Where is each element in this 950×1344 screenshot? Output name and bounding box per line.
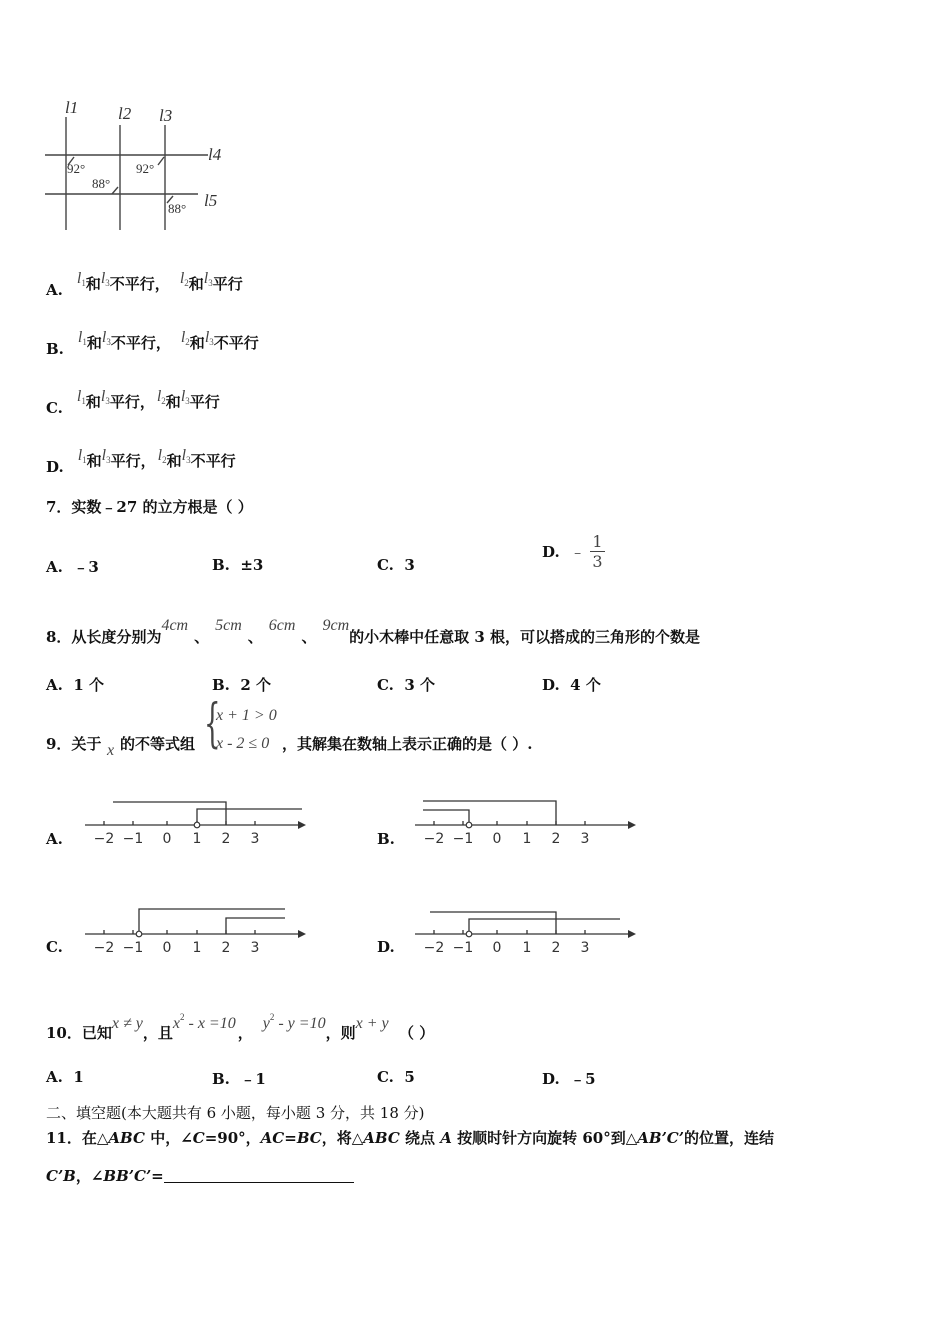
line-label: l5: [204, 191, 218, 210]
tick-label: 1: [192, 940, 202, 956]
angle-label: 92°: [136, 161, 155, 176]
tick-label: −2: [423, 940, 445, 956]
number-line-b: [410, 798, 640, 848]
q6-option-c: $C.l_1$和$l_3$平行， $l_2$和$l_3$平行: [46, 388, 220, 417]
tick-label: −2: [93, 940, 115, 956]
question-9-prefix: 9．关于: [46, 735, 102, 753]
number-line-a: [80, 798, 310, 848]
q8-option-b: B. 2 个: [212, 676, 272, 694]
parallel-lines-figure: [40, 95, 240, 235]
angle-label: 92°: [67, 161, 86, 176]
question-8: 8．从长度分别为4cm、5cm、6cm、9cm的小木棒中任意取 3 根，可以搭成的三角形的个数是: [46, 617, 701, 646]
tick-label: 2: [551, 940, 561, 956]
tick-label: 1: [192, 831, 202, 847]
tick-label: 3: [580, 831, 590, 847]
tick-label: 3: [580, 940, 590, 956]
q9-option-b-label: B.: [377, 830, 395, 848]
q7-option-b: B. ±3: [212, 556, 264, 574]
tick-label: −1: [452, 940, 474, 956]
tick-label: −2: [423, 831, 445, 847]
angle-label: 88°: [168, 201, 187, 216]
q10-option-a: A. 1: [46, 1068, 84, 1086]
answer-blank[interactable]: [164, 1168, 354, 1183]
question-10: 10．已知x ≠ y，且$x^2 - x =10$，$y^2 - y =10$，则x + y （ ）: [46, 1012, 435, 1042]
tick-label: 2: [221, 940, 231, 956]
tick-label: 2: [551, 831, 561, 847]
q8-option-c: C. 3 个: [377, 676, 436, 694]
question-9-suffix: ，其解集在数轴上表示正确的是（ ）.: [282, 735, 533, 753]
tick-label: 3: [250, 831, 260, 847]
tick-label: 2: [221, 831, 231, 847]
section-heading: 二、填空题(本大题共有 6 小题，每小题 3 分，共 18 分): [46, 1104, 425, 1122]
line-label: l3: [159, 106, 173, 125]
tick-label: 0: [162, 940, 172, 956]
question-11-line-1: 11．在△ABC 中，∠C=90°，AC=BC，将△ABC 绕点 A 按顺时针方向旋转 60°到△AB’C’的位置，连结: [46, 1129, 774, 1147]
q9-option-c-label: C.: [46, 938, 63, 956]
fraction-one-third: $\frac{1}{3}$: [592, 532, 603, 571]
q6-option-d: $D.l_1$和$l_3$平行， $l_2$和$l_3$不平行: [46, 447, 236, 476]
line-label: l1: [65, 98, 79, 117]
tick-label: 0: [492, 831, 502, 847]
q8-option-d: D. 4 个: [542, 676, 601, 694]
q10-option-d: D. ﹣5: [542, 1070, 596, 1088]
q10-option-b: B. ﹣1: [212, 1070, 266, 1088]
q9-option-a-label: A.: [46, 830, 63, 848]
tick-label: 1: [522, 940, 532, 956]
q6-option-a: $A.l_1$和$l_3$不平行， $l_2$和$l_3$平行: [46, 270, 243, 299]
tick-label: −1: [122, 940, 144, 956]
line-label: l2: [118, 104, 132, 123]
tick-label: 3: [250, 940, 260, 956]
q9-inequality-1: x + 1 > 0: [216, 707, 277, 724]
tick-label: 0: [492, 940, 502, 956]
tick-label: −1: [452, 831, 474, 847]
question-9-mid: 的不等式组: [120, 735, 196, 753]
line-label: l4: [208, 145, 222, 164]
question-11-line-2: C’B，∠BB’C’=: [46, 1165, 354, 1186]
tick-label: −1: [122, 831, 144, 847]
q6-option-b: $B.l_1$和$l_3$不平行， $l_2$和$l_3$不平行: [46, 329, 259, 358]
q7-option-d: D. ﹣ $\frac{1}{3}$: [542, 532, 603, 571]
question-7: 7．实数﹣27 的立方根是（ ）: [46, 498, 253, 516]
q9-option-d-label: D.: [377, 938, 395, 956]
q8-option-a: A. 1 个: [46, 676, 104, 694]
tick-label: 0: [162, 831, 172, 847]
number-line-d: [410, 907, 640, 957]
angle-label: 88°: [92, 176, 111, 191]
q10-option-c: C. 5: [377, 1068, 415, 1086]
q7-option-c: C. 3: [377, 556, 415, 574]
system-brace: {: [204, 694, 221, 754]
q9-variable: x: [107, 742, 115, 759]
number-line-c: [80, 907, 310, 957]
q9-inequality-2: x - 2 ≤ 0: [216, 735, 270, 752]
q7-option-a: A. ﹣3: [46, 558, 99, 576]
tick-label: −2: [93, 831, 115, 847]
tick-label: 1: [522, 831, 532, 847]
